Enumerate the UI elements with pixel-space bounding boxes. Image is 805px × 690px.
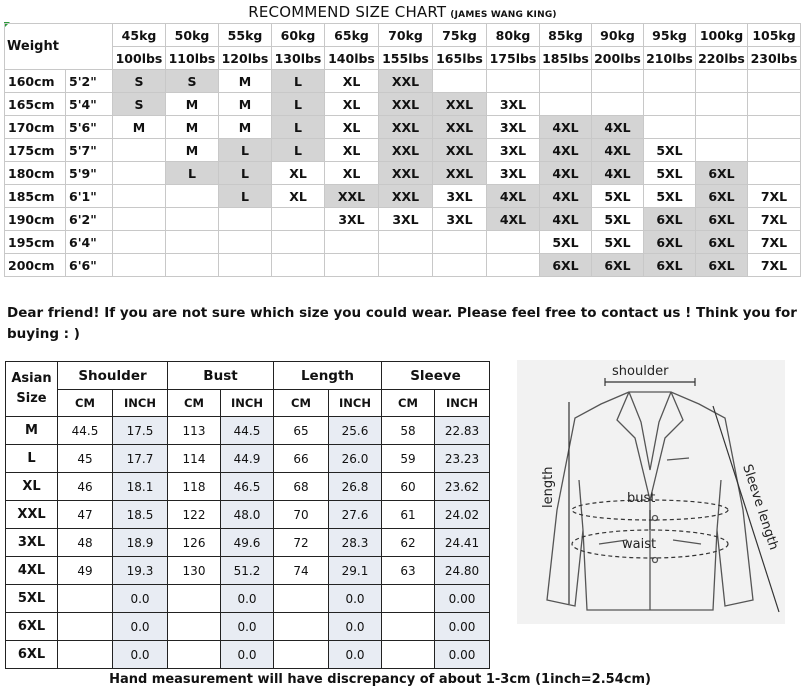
- measure-value: 0.00: [435, 641, 490, 669]
- size-cell: [166, 254, 219, 277]
- size-label: L: [6, 445, 58, 473]
- measure-value: 25.6: [329, 417, 382, 445]
- size-cell: [644, 116, 696, 139]
- size-cell: 6XL: [540, 254, 592, 277]
- size-cell: [748, 116, 801, 139]
- size-cell: 3XL: [433, 208, 487, 231]
- size-cell: 6XL: [696, 208, 748, 231]
- size-cell: [379, 254, 433, 277]
- size-cell: XL: [325, 116, 379, 139]
- size-cell: 5XL: [592, 185, 644, 208]
- size-cell: [433, 70, 487, 93]
- size-cell: [113, 185, 166, 208]
- measure-group-row: [6, 362, 490, 390]
- size-cell: XXL: [379, 162, 433, 185]
- weight-lbs-cell: 110lbs: [166, 47, 219, 70]
- subtitle-text: (JAMES WANG KING): [450, 10, 557, 20]
- size-cell: 7XL: [748, 254, 801, 277]
- size-label: M: [6, 417, 58, 445]
- unit-cm-header: CM: [58, 390, 113, 417]
- measure-value: 29.1: [329, 557, 382, 585]
- size-cell: 5XL: [592, 231, 644, 254]
- size-label: 6XL: [6, 613, 58, 641]
- size-cell: 4XL: [540, 185, 592, 208]
- measure-value: 68: [274, 473, 329, 501]
- size-cell: 7XL: [748, 208, 801, 231]
- weight-lbs-cell: 165lbs: [433, 47, 487, 70]
- weight-lbs-cell: 100lbs: [113, 47, 166, 70]
- unit-inch-header: INCH: [329, 390, 382, 417]
- size-cell: [219, 254, 272, 277]
- height-inch-cell: 6'2": [66, 208, 113, 231]
- size-cell: 5XL: [644, 185, 696, 208]
- size-cell: XL: [272, 162, 325, 185]
- sleeve-label: Sleeve length: [739, 462, 782, 552]
- size-cell: [487, 254, 540, 277]
- measure-value: 0.0: [221, 613, 274, 641]
- weight-lbs-cell: 155lbs: [379, 47, 433, 70]
- measure-unit-row: [6, 390, 490, 417]
- measure-value: [382, 585, 435, 613]
- measure-value: [58, 641, 113, 669]
- size-cell: L: [272, 70, 325, 93]
- measure-value: 113: [168, 417, 221, 445]
- measure-row: [6, 501, 490, 529]
- size-cell: M: [166, 139, 219, 162]
- weight-kg-row: [5, 24, 801, 47]
- measure-value: 0.0: [113, 613, 168, 641]
- size-cell: M: [166, 93, 219, 116]
- size-cell: [272, 208, 325, 231]
- weight-kg-cell: 55kg: [219, 24, 272, 47]
- size-cell: 3XL: [487, 116, 540, 139]
- measure-row: [6, 557, 490, 585]
- size-cell: [748, 139, 801, 162]
- size-cell: XXL: [433, 93, 487, 116]
- size-cell: 3XL: [379, 208, 433, 231]
- height-row: [5, 208, 801, 231]
- size-label: XXL: [6, 501, 58, 529]
- size-cell: [166, 208, 219, 231]
- size-cell: [540, 93, 592, 116]
- size-cell: 5XL: [644, 162, 696, 185]
- measure-value: [168, 585, 221, 613]
- size-cell: [644, 93, 696, 116]
- weight-lbs-cell: 220lbs: [696, 47, 748, 70]
- weight-kg-cell: 75kg: [433, 24, 487, 47]
- measure-value: 18.9: [113, 529, 168, 557]
- measure-value: 48.0: [221, 501, 274, 529]
- measure-value: 51.2: [221, 557, 274, 585]
- measure-value: 47: [58, 501, 113, 529]
- size-cell: XXL: [325, 185, 379, 208]
- size-cell: M: [219, 70, 272, 93]
- measure-value: 0.00: [435, 585, 490, 613]
- measure-value: 59: [382, 445, 435, 473]
- size-cell: [487, 70, 540, 93]
- measure-value: 0.0: [221, 641, 274, 669]
- measure-row: [6, 585, 490, 613]
- measure-value: 28.3: [329, 529, 382, 557]
- height-row: [5, 70, 801, 93]
- size-cell: 3XL: [487, 139, 540, 162]
- size-cell: [748, 70, 801, 93]
- height-inch-cell: 5'2": [66, 70, 113, 93]
- size-cell: 4XL: [540, 139, 592, 162]
- measure-value: 0.0: [329, 613, 382, 641]
- measure-value: 0.0: [221, 585, 274, 613]
- size-cell: XL: [325, 162, 379, 185]
- size-cell: [487, 231, 540, 254]
- size-cell: L: [272, 93, 325, 116]
- size-cell: XXL: [379, 185, 433, 208]
- size-cell: L: [166, 162, 219, 185]
- weight-lbs-cell: 210lbs: [644, 47, 696, 70]
- measure-row: [6, 445, 490, 473]
- size-label: XL: [6, 473, 58, 501]
- size-cell: 6XL: [592, 254, 644, 277]
- bust-label: bust: [627, 491, 656, 506]
- size-cell: [166, 185, 219, 208]
- weight-kg-cell: 90kg: [592, 24, 644, 47]
- size-cell: [696, 93, 748, 116]
- size-cell: 4XL: [592, 139, 644, 162]
- measure-value: 0.0: [113, 641, 168, 669]
- size-cell: XXL: [379, 116, 433, 139]
- measure-value: 49: [58, 557, 113, 585]
- size-cell: XXL: [379, 139, 433, 162]
- measure-value: [168, 613, 221, 641]
- measure-row: [6, 529, 490, 557]
- asian-size-header: Asian Size: [6, 362, 58, 417]
- measure-value: 46: [58, 473, 113, 501]
- height-cm-cell: 185cm: [5, 185, 66, 208]
- height-row: [5, 162, 801, 185]
- height-row: [5, 93, 801, 116]
- size-cell: [113, 139, 166, 162]
- size-cell: [696, 70, 748, 93]
- height-inch-cell: 5'9": [66, 162, 113, 185]
- measure-value: 74: [274, 557, 329, 585]
- measure-value: 48: [58, 529, 113, 557]
- measure-value: 72: [274, 529, 329, 557]
- measure-group-header: Sleeve: [382, 362, 490, 390]
- size-cell: 6XL: [696, 231, 748, 254]
- weight-label: Weight: [5, 24, 113, 70]
- size-cell: [113, 254, 166, 277]
- size-cell: [592, 93, 644, 116]
- weight-kg-cell: 50kg: [166, 24, 219, 47]
- measure-value: [382, 613, 435, 641]
- size-cell: S: [113, 93, 166, 116]
- measure-value: 24.80: [435, 557, 490, 585]
- size-cell: 4XL: [592, 116, 644, 139]
- measure-value: 0.0: [329, 585, 382, 613]
- measure-value: [382, 641, 435, 669]
- size-cell: [433, 254, 487, 277]
- size-cell: [748, 162, 801, 185]
- shoulder-label: shoulder: [612, 364, 669, 379]
- weight-lbs-cell: 200lbs: [592, 47, 644, 70]
- size-cell: L: [219, 162, 272, 185]
- size-cell: [113, 208, 166, 231]
- weight-lbs-cell: 175lbs: [487, 47, 540, 70]
- size-cell: M: [166, 116, 219, 139]
- weight-lbs-cell: 130lbs: [272, 47, 325, 70]
- jacket-diagram: [517, 360, 785, 624]
- title-text: RECOMMEND SIZE CHART: [248, 3, 447, 21]
- height-cm-cell: 180cm: [5, 162, 66, 185]
- length-label: length: [541, 466, 556, 508]
- size-cell: XL: [325, 139, 379, 162]
- measure-value: 17.7: [113, 445, 168, 473]
- measure-value: 66: [274, 445, 329, 473]
- size-cell: [166, 231, 219, 254]
- measure-value: 18.5: [113, 501, 168, 529]
- size-cell: XL: [272, 185, 325, 208]
- height-row: [5, 116, 801, 139]
- unit-cm-header: CM: [382, 390, 435, 417]
- unit-cm-header: CM: [168, 390, 221, 417]
- weight-kg-cell: 80kg: [487, 24, 540, 47]
- height-cm-cell: 160cm: [5, 70, 66, 93]
- measure-value: 130: [168, 557, 221, 585]
- measure-value: 26.0: [329, 445, 382, 473]
- measure-value: 62: [382, 529, 435, 557]
- weight-kg-cell: 105kg: [748, 24, 801, 47]
- measure-value: 44.9: [221, 445, 274, 473]
- size-cell: L: [272, 139, 325, 162]
- size-cell: 6XL: [644, 231, 696, 254]
- height-row: [5, 231, 801, 254]
- size-cell: L: [272, 116, 325, 139]
- measure-value: 17.5: [113, 417, 168, 445]
- height-inch-cell: 6'1": [66, 185, 113, 208]
- unit-inch-header: INCH: [113, 390, 168, 417]
- measure-value: 49.6: [221, 529, 274, 557]
- height-cm-cell: 200cm: [5, 254, 66, 277]
- measure-row: [6, 473, 490, 501]
- weight-lbs-row: [5, 47, 801, 70]
- size-cell: [272, 231, 325, 254]
- size-cell: 7XL: [748, 231, 801, 254]
- size-chart-table: [4, 23, 801, 277]
- size-cell: 6XL: [696, 254, 748, 277]
- size-label: 4XL: [6, 557, 58, 585]
- size-cell: [540, 70, 592, 93]
- waist-label: waist: [622, 537, 657, 552]
- size-cell: [696, 139, 748, 162]
- size-cell: XXL: [433, 162, 487, 185]
- measure-value: 60: [382, 473, 435, 501]
- measure-value: 24.02: [435, 501, 490, 529]
- size-cell: 4XL: [487, 208, 540, 231]
- measure-value: 23.62: [435, 473, 490, 501]
- measure-value: 0.00: [435, 613, 490, 641]
- height-inch-cell: 6'6": [66, 254, 113, 277]
- size-cell: 3XL: [433, 185, 487, 208]
- size-cell: [325, 254, 379, 277]
- size-cell: [272, 254, 325, 277]
- size-label: 3XL: [6, 529, 58, 557]
- size-cell: 5XL: [644, 139, 696, 162]
- measure-value: 0.0: [113, 585, 168, 613]
- height-row: [5, 185, 801, 208]
- size-cell: 4XL: [540, 208, 592, 231]
- weight-kg-cell: 70kg: [379, 24, 433, 47]
- measure-value: 24.41: [435, 529, 490, 557]
- weight-kg-cell: 95kg: [644, 24, 696, 47]
- height-row: [5, 254, 801, 277]
- weight-lbs-cell: 140lbs: [325, 47, 379, 70]
- size-cell: XXL: [433, 139, 487, 162]
- measure-row: [6, 641, 490, 669]
- weight-kg-cell: 100kg: [696, 24, 748, 47]
- measure-value: 118: [168, 473, 221, 501]
- size-cell: [113, 162, 166, 185]
- measurement-table: [5, 361, 490, 669]
- measure-group-header: Length: [274, 362, 382, 390]
- size-cell: 7XL: [748, 185, 801, 208]
- size-cell: 6XL: [696, 162, 748, 185]
- measure-value: 27.6: [329, 501, 382, 529]
- size-cell: [219, 231, 272, 254]
- height-cm-cell: 190cm: [5, 208, 66, 231]
- measure-value: 46.5: [221, 473, 274, 501]
- size-cell: XXL: [433, 116, 487, 139]
- unit-inch-header: INCH: [221, 390, 274, 417]
- measure-value: 23.23: [435, 445, 490, 473]
- measure-value: 122: [168, 501, 221, 529]
- measure-value: 44.5: [221, 417, 274, 445]
- size-cell: [433, 231, 487, 254]
- height-cm-cell: 195cm: [5, 231, 66, 254]
- weight-kg-cell: 65kg: [325, 24, 379, 47]
- footer-note: Hand measurement will have discrepancy of about 1-3cm (1inch=2.54cm): [109, 672, 651, 687]
- height-inch-cell: 5'4": [66, 93, 113, 116]
- size-cell: 3XL: [487, 93, 540, 116]
- height-cm-cell: 170cm: [5, 116, 66, 139]
- measure-row: [6, 613, 490, 641]
- size-cell: XL: [325, 93, 379, 116]
- measure-group-header: Bust: [168, 362, 274, 390]
- size-cell: 6XL: [644, 254, 696, 277]
- size-cell: [696, 116, 748, 139]
- measure-value: [274, 641, 329, 669]
- size-cell: S: [166, 70, 219, 93]
- measure-value: [274, 613, 329, 641]
- measure-value: 45: [58, 445, 113, 473]
- measure-value: 65: [274, 417, 329, 445]
- measure-value: 58: [382, 417, 435, 445]
- size-cell: [379, 231, 433, 254]
- size-cell: L: [219, 185, 272, 208]
- height-inch-cell: 5'7": [66, 139, 113, 162]
- measure-value: 114: [168, 445, 221, 473]
- size-cell: 4XL: [540, 162, 592, 185]
- weight-lbs-cell: 185lbs: [540, 47, 592, 70]
- measure-value: 26.8: [329, 473, 382, 501]
- size-cell: S: [113, 70, 166, 93]
- measure-value: 18.1: [113, 473, 168, 501]
- size-cell: 5XL: [592, 208, 644, 231]
- unit-inch-header: INCH: [435, 390, 490, 417]
- size-label: 6XL: [6, 641, 58, 669]
- size-cell: XXL: [379, 93, 433, 116]
- height-cm-cell: 175cm: [5, 139, 66, 162]
- height-inch-cell: 6'4": [66, 231, 113, 254]
- chart-title: [0, 3, 805, 21]
- size-cell: 6XL: [644, 208, 696, 231]
- measure-value: 0.0: [329, 641, 382, 669]
- size-cell: 4XL: [592, 162, 644, 185]
- size-cell: 6XL: [696, 185, 748, 208]
- measure-value: [168, 641, 221, 669]
- height-cm-cell: 165cm: [5, 93, 66, 116]
- size-cell: 5XL: [540, 231, 592, 254]
- size-label: 5XL: [6, 585, 58, 613]
- size-cell: [113, 231, 166, 254]
- weight-lbs-cell: 120lbs: [219, 47, 272, 70]
- measure-value: 63: [382, 557, 435, 585]
- weight-lbs-cell: 230lbs: [748, 47, 801, 70]
- unit-cm-header: CM: [274, 390, 329, 417]
- measure-value: [58, 613, 113, 641]
- measure-value: [274, 585, 329, 613]
- size-cell: M: [219, 93, 272, 116]
- size-cell: [592, 70, 644, 93]
- measure-value: [58, 585, 113, 613]
- height-inch-cell: 5'6": [66, 116, 113, 139]
- measure-value: 126: [168, 529, 221, 557]
- size-cell: 3XL: [325, 208, 379, 231]
- size-cell: XXL: [379, 70, 433, 93]
- weight-kg-cell: 45kg: [113, 24, 166, 47]
- measure-row: [6, 417, 490, 445]
- size-cell: M: [113, 116, 166, 139]
- size-cell: [748, 93, 801, 116]
- size-cell: [325, 231, 379, 254]
- size-cell: [644, 70, 696, 93]
- size-cell: L: [219, 139, 272, 162]
- height-row: [5, 139, 801, 162]
- customer-note: Dear friend! If you are not sure which size you could wear. Please feel free to contact us ! Think you for buying : ): [7, 305, 797, 342]
- measure-value: 70: [274, 501, 329, 529]
- size-cell: [219, 208, 272, 231]
- measure-value: 19.3: [113, 557, 168, 585]
- weight-kg-cell: 85kg: [540, 24, 592, 47]
- size-cell: 4XL: [487, 185, 540, 208]
- size-cell: 4XL: [540, 116, 592, 139]
- measure-value: 61: [382, 501, 435, 529]
- weight-kg-cell: 60kg: [272, 24, 325, 47]
- size-cell: XL: [325, 70, 379, 93]
- measure-value: 44.5: [58, 417, 113, 445]
- size-cell: M: [219, 116, 272, 139]
- size-cell: 3XL: [487, 162, 540, 185]
- measure-group-header: Shoulder: [58, 362, 168, 390]
- measure-value: 22.83: [435, 417, 490, 445]
